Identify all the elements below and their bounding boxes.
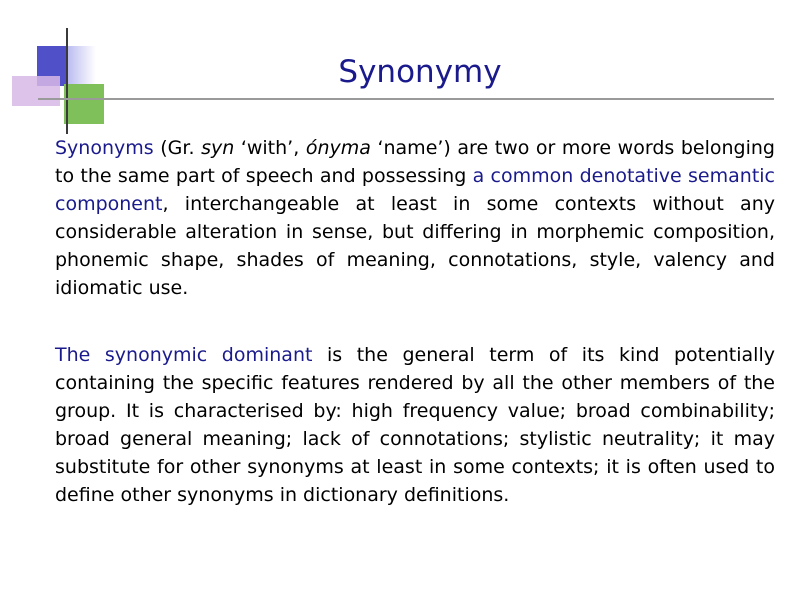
- term-synonymic-dominant: The synonymic dominant: [55, 344, 313, 366]
- greek-onyma: ónyma: [305, 137, 371, 159]
- title-underline: [38, 98, 774, 100]
- decor-vertical-line: [66, 28, 68, 134]
- highlight-semantic-component: a common denotative semantic component: [55, 165, 775, 215]
- text-fragment: , interchangeable at least in some contexts without any considerable alteration in sense, but differing in morphemic composition, phonemic shape, shades of meaning, connotations, style, valency and idiomatic use.: [55, 193, 775, 299]
- paragraph-synonymic-dominant: [55, 341, 775, 509]
- term-synonyms: Synonyms: [55, 137, 154, 159]
- text-fragment: (Gr.: [153, 137, 202, 159]
- decor-square-green: [64, 84, 104, 124]
- decor-square-fade: [66, 46, 96, 86]
- slide-title: Synonymy: [338, 54, 502, 90]
- text-fragment: is the general term of its kind potentially containing the specific features rendered by all the other members of the group. It is characterised by: high frequency value; broad combinability; broad general meaning; lack of connotations; stylistic neutrality; it may substitute for other synonyms at least in some contexts; it is often used to define other synonyms in dictionary definitions.: [55, 344, 775, 506]
- paragraph-synonyms-definition: [55, 134, 775, 302]
- greek-syn: syn: [201, 137, 235, 159]
- text-fragment: ‘name’) are two or more words belonging to the same part of speech and possessing: [55, 137, 775, 187]
- text-fragment: ‘with’,: [234, 137, 306, 159]
- decor-square-purple: [12, 76, 60, 106]
